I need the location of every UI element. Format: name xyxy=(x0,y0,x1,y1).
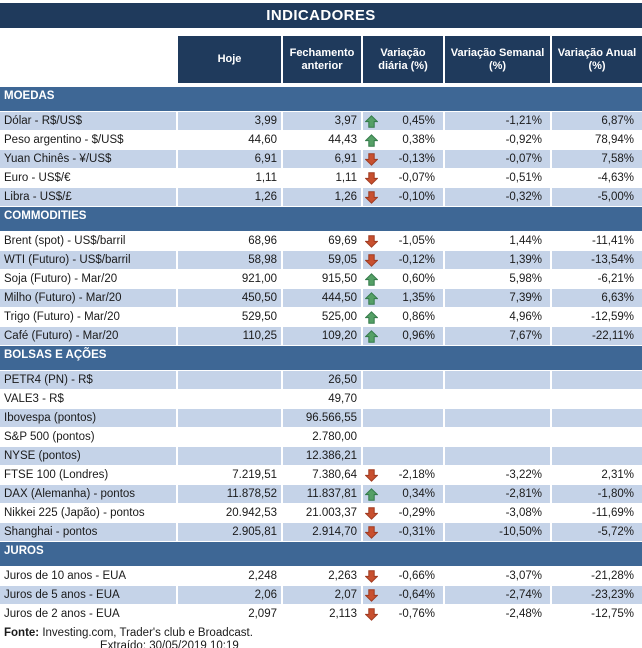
variacao-diaria-cell xyxy=(363,428,445,446)
column-header-variacao-anual: Variação Anual (%) xyxy=(552,36,642,83)
table-row xyxy=(0,567,642,586)
variacao-diaria-cell xyxy=(363,447,445,465)
variacao-anual-value: -11,41% xyxy=(592,235,634,247)
indicator-label: Shanghai - pontos xyxy=(0,523,178,541)
fechamento-anterior-value: 444,50 xyxy=(283,289,363,307)
hoje-value: 110,25 xyxy=(178,327,283,345)
variacao-semanal-value: 4,96% xyxy=(445,308,552,326)
table-row xyxy=(0,232,642,251)
hoje-value: 11.878,52 xyxy=(178,485,283,503)
variacao-semanal-value xyxy=(445,371,552,389)
fechamento-anterior-value: 109,20 xyxy=(283,327,363,345)
table-row xyxy=(0,428,642,447)
hoje-value: 7.219,51 xyxy=(178,466,283,484)
table-row xyxy=(0,289,642,308)
variacao-diaria-value: -0,29% xyxy=(398,507,435,519)
variacao-anual-value xyxy=(552,371,642,389)
variacao-diaria-cell xyxy=(363,605,445,623)
variacao-diaria-cell xyxy=(363,169,445,187)
section-header-commodities: COMMODITIES xyxy=(0,207,642,232)
variacao-diaria-cell xyxy=(363,270,445,288)
variacao-semanal-value: -0,51% xyxy=(445,169,552,187)
indicator-label: NYSE (pontos) xyxy=(0,447,178,465)
variacao-semanal-value: -2,74% xyxy=(445,586,552,604)
trend-arrow-down-icon xyxy=(365,254,379,267)
variacao-diaria-cell xyxy=(363,409,445,427)
variacao-semanal-value: -3,22% xyxy=(445,466,552,484)
fechamento-anterior-value: 1,26 xyxy=(283,188,363,206)
indicator-label: WTI (Futuro) - US$/barril xyxy=(0,251,178,269)
indicator-label: Soja (Futuro) - Mar/20 xyxy=(0,270,178,288)
variacao-diaria-value: -0,64% xyxy=(398,589,435,601)
section-header-juros: JUROS xyxy=(0,542,642,567)
variacao-diaria-value: 0,34% xyxy=(402,488,435,500)
variacao-diaria-value: 0,60% xyxy=(402,273,435,285)
fechamento-anterior-value: 11.837,81 xyxy=(283,485,363,503)
variacao-anual-value: -23,23% xyxy=(591,589,634,601)
variacao-anual-value: 2,31% xyxy=(601,469,634,481)
table-row xyxy=(0,308,642,327)
variacao-diaria-value: 0,45% xyxy=(402,115,435,127)
variacao-semanal-value: -2,48% xyxy=(445,605,552,623)
fechamento-anterior-value: 49,70 xyxy=(283,390,363,408)
indicator-label: Juros de 10 anos - EUA xyxy=(0,567,178,585)
hoje-value: 68,96 xyxy=(178,232,283,250)
hoje-value xyxy=(178,390,283,408)
fechamento-anterior-value: 26,50 xyxy=(283,371,363,389)
hoje-value: 20.942,53 xyxy=(178,504,283,522)
variacao-anual-value: -13,54% xyxy=(591,254,634,266)
variacao-diaria-value: -0,31% xyxy=(398,526,435,538)
variacao-diaria-cell xyxy=(363,466,445,484)
variacao-anual-value: -6,21% xyxy=(597,273,634,285)
fechamento-anterior-value: 2,263 xyxy=(283,567,363,585)
table-row xyxy=(0,131,642,150)
variacao-diaria-cell xyxy=(363,390,445,408)
column-header-fechamento-anterior: Fechamento anterior xyxy=(283,36,363,83)
trend-arrow-up-icon xyxy=(365,330,379,343)
hoje-value: 6,91 xyxy=(178,150,283,168)
table-row xyxy=(0,270,642,289)
fechamento-anterior-value: 21.003,37 xyxy=(283,504,363,522)
variacao-semanal-value: -0,32% xyxy=(445,188,552,206)
source-label: Fonte: xyxy=(4,627,40,639)
fechamento-anterior-value: 44,43 xyxy=(283,131,363,149)
trend-arrow-up-icon xyxy=(365,115,379,128)
variacao-diaria-cell xyxy=(363,327,445,345)
fechamento-anterior-value: 2,113 xyxy=(283,605,363,623)
variacao-semanal-value: -10,50% xyxy=(445,523,552,541)
indicator-label: Trigo (Futuro) - Mar/20 xyxy=(0,308,178,326)
table-row xyxy=(0,409,642,428)
indicator-label: Juros de 2 anos - EUA xyxy=(0,605,178,623)
table-row xyxy=(0,504,642,523)
variacao-anual-value: -22,11% xyxy=(592,330,634,342)
column-header-hoje: Hoje xyxy=(178,36,283,83)
variacao-semanal-value xyxy=(445,428,552,446)
variacao-diaria-value: 0,96% xyxy=(402,330,435,342)
variacao-anual-value: 6,63% xyxy=(601,292,634,304)
table-row xyxy=(0,605,642,624)
hoje-value: 1,26 xyxy=(178,188,283,206)
hoje-value xyxy=(178,409,283,427)
variacao-diaria-cell xyxy=(363,504,445,522)
table-row xyxy=(0,390,642,409)
indicator-label: Euro - US$/€ xyxy=(0,169,178,187)
variacao-diaria-cell xyxy=(363,485,445,503)
hoje-value xyxy=(178,447,283,465)
hoje-value: 450,50 xyxy=(178,289,283,307)
hoje-value: 2,097 xyxy=(178,605,283,623)
variacao-anual-value: -4,63% xyxy=(597,172,634,184)
hoje-value: 2,06 xyxy=(178,586,283,604)
trend-arrow-icon xyxy=(365,412,379,425)
indicator-label: FTSE 100 (Londres) xyxy=(0,466,178,484)
variacao-diaria-cell xyxy=(363,523,445,541)
table-row xyxy=(0,586,642,605)
variacao-semanal-value: -3,07% xyxy=(445,567,552,585)
indicator-label: Peso argentino - $/US$ xyxy=(0,131,178,149)
trend-arrow-icon xyxy=(365,374,379,387)
variacao-semanal-value: 7,39% xyxy=(445,289,552,307)
variacao-diaria-value: -0,13% xyxy=(398,153,435,165)
trend-arrow-down-icon xyxy=(365,608,379,621)
indicator-label: Libra - US$/£ xyxy=(0,188,178,206)
variacao-diaria-cell xyxy=(363,131,445,149)
indicator-label: Brent (spot) - US$/barril xyxy=(0,232,178,250)
variacao-diaria-cell xyxy=(363,586,445,604)
hoje-value: 2,248 xyxy=(178,567,283,585)
fechamento-anterior-value: 2,07 xyxy=(283,586,363,604)
table-row xyxy=(0,150,642,169)
fechamento-anterior-value: 96.566,55 xyxy=(283,409,363,427)
hoje-value: 529,50 xyxy=(178,308,283,326)
column-header-variacao-diaria: Variação diária (%) xyxy=(363,36,445,83)
variacao-diaria-cell xyxy=(363,289,445,307)
table-row xyxy=(0,485,642,504)
hoje-value: 3,99 xyxy=(178,112,283,130)
fechamento-anterior-value: 7.380,64 xyxy=(283,466,363,484)
fechamento-anterior-value: 6,91 xyxy=(283,150,363,168)
trend-arrow-icon xyxy=(365,450,379,463)
variacao-anual-value: -5,72% xyxy=(597,526,634,538)
indicator-label: S&P 500 (pontos) xyxy=(0,428,178,446)
trend-arrow-up-icon xyxy=(365,134,379,147)
table-row xyxy=(0,447,642,466)
variacao-diaria-value: -0,66% xyxy=(398,570,435,582)
variacao-anual-value: 78,94% xyxy=(594,134,634,146)
indicator-label: Nikkei 225 (Japão) - pontos xyxy=(0,504,178,522)
table-body xyxy=(0,87,642,624)
fechamento-anterior-value: 12.386,21 xyxy=(283,447,363,465)
variacao-anual-value: -12,59% xyxy=(591,311,634,323)
hoje-value: 2.905,81 xyxy=(178,523,283,541)
trend-arrow-down-icon xyxy=(365,526,379,539)
indicator-label: Yuan Chinês - ¥/US$ xyxy=(0,150,178,168)
indicator-label: Juros de 5 anos - EUA xyxy=(0,586,178,604)
indicator-label: VALE3 - R$ xyxy=(0,390,178,408)
trend-arrow-down-icon xyxy=(365,235,379,248)
indicator-label: Dólar - R$/US$ xyxy=(0,112,178,130)
variacao-anual-value xyxy=(552,390,642,408)
variacao-anual-value: 6,87% xyxy=(601,115,634,127)
table-row xyxy=(0,169,642,188)
variacao-diaria-value: -0,12% xyxy=(398,254,435,266)
variacao-anual-value: -12,75% xyxy=(591,608,634,620)
column-header-variacao-semanal: Variação Semanal (%) xyxy=(445,36,552,83)
column-header-row xyxy=(0,36,642,83)
hoje-value xyxy=(178,428,283,446)
variacao-semanal-value: -3,08% xyxy=(445,504,552,522)
header-spacer xyxy=(0,36,178,83)
variacao-diaria-value: -0,10% xyxy=(398,191,435,203)
variacao-diaria-cell xyxy=(363,251,445,269)
variacao-diaria-value: -2,18% xyxy=(398,469,435,481)
fechamento-anterior-value: 2.780,00 xyxy=(283,428,363,446)
table-row xyxy=(0,371,642,390)
variacao-semanal-value: -2,81% xyxy=(445,485,552,503)
fechamento-anterior-value: 915,50 xyxy=(283,270,363,288)
trend-arrow-icon xyxy=(365,431,379,444)
indicator-label: Café (Futuro) - Mar/20 xyxy=(0,327,178,345)
variacao-semanal-value xyxy=(445,409,552,427)
fechamento-anterior-value: 59,05 xyxy=(283,251,363,269)
table-row xyxy=(0,523,642,542)
variacao-semanal-value: -0,92% xyxy=(445,131,552,149)
fechamento-anterior-value: 69,69 xyxy=(283,232,363,250)
source-line xyxy=(0,627,642,639)
table-row xyxy=(0,466,642,485)
variacao-anual-value: -21,28% xyxy=(591,570,634,582)
section-header-moedas: MOEDAS xyxy=(0,87,642,112)
source-text: Investing.com, Trader's club e Broadcast. xyxy=(39,627,253,639)
table-row xyxy=(0,112,642,131)
fechamento-anterior-value: 525,00 xyxy=(283,308,363,326)
variacao-anual-value: -11,69% xyxy=(592,507,634,519)
indicator-label: DAX (Alemanha) - pontos xyxy=(0,485,178,503)
fechamento-anterior-value: 3,97 xyxy=(283,112,363,130)
trend-arrow-down-icon xyxy=(365,153,379,166)
variacao-diaria-value: 1,35% xyxy=(402,292,435,304)
variacao-semanal-value: 1,44% xyxy=(445,232,552,250)
report-footer xyxy=(0,627,642,648)
indicator-label: Ibovespa (pontos) xyxy=(0,409,178,427)
variacao-diaria-cell xyxy=(363,232,445,250)
trend-arrow-up-icon xyxy=(365,292,379,305)
variacao-diaria-cell xyxy=(363,308,445,326)
variacao-diaria-cell xyxy=(363,567,445,585)
variacao-anual-value xyxy=(552,409,642,427)
hoje-value: 44,60 xyxy=(178,131,283,149)
variacao-diaria-cell xyxy=(363,188,445,206)
table-row xyxy=(0,251,642,270)
variacao-semanal-value xyxy=(445,390,552,408)
trend-arrow-up-icon xyxy=(365,273,379,286)
fechamento-anterior-value: 1,11 xyxy=(283,169,363,187)
variacao-semanal-value: -1,21% xyxy=(445,112,552,130)
variacao-diaria-cell xyxy=(363,371,445,389)
variacao-diaria-value: -0,07% xyxy=(398,172,435,184)
variacao-anual-value xyxy=(552,428,642,446)
trend-arrow-down-icon xyxy=(365,507,379,520)
variacao-semanal-value: 1,39% xyxy=(445,251,552,269)
variacao-diaria-value: 0,38% xyxy=(402,134,435,146)
section-header-bolsas-e-a-es: BOLSAS E AÇÕES xyxy=(0,346,642,371)
extraction-timestamp: Extraído: 30/05/2019 10:19 xyxy=(100,640,239,648)
trend-arrow-icon xyxy=(365,393,379,406)
variacao-diaria-value: -0,76% xyxy=(398,608,435,620)
indicator-label: Milho (Futuro) - Mar/20 xyxy=(0,289,178,307)
hoje-value: 1,11 xyxy=(178,169,283,187)
trend-arrow-down-icon xyxy=(365,469,379,482)
variacao-diaria-cell xyxy=(363,112,445,130)
fechamento-anterior-value: 2.914,70 xyxy=(283,523,363,541)
table-row xyxy=(0,188,642,207)
trend-arrow-down-icon xyxy=(365,570,379,583)
table-row xyxy=(0,327,642,346)
variacao-semanal-value: 5,98% xyxy=(445,270,552,288)
variacao-semanal-value: 7,67% xyxy=(445,327,552,345)
variacao-anual-value: -1,80% xyxy=(597,488,634,500)
trend-arrow-up-icon xyxy=(365,311,379,324)
trend-arrow-down-icon xyxy=(365,172,379,185)
indicator-label: PETR4 (PN) - R$ xyxy=(0,371,178,389)
variacao-semanal-value xyxy=(445,447,552,465)
variacao-diaria-cell xyxy=(363,150,445,168)
variacao-anual-value xyxy=(552,447,642,465)
trend-arrow-down-icon xyxy=(365,191,379,204)
variacao-diaria-value: -1,05% xyxy=(398,235,435,247)
hoje-value: 921,00 xyxy=(178,270,283,288)
hoje-value: 58,98 xyxy=(178,251,283,269)
trend-arrow-up-icon xyxy=(365,488,379,501)
report-title: INDICADORES xyxy=(0,3,642,28)
trend-arrow-down-icon xyxy=(365,589,379,602)
hoje-value xyxy=(178,371,283,389)
variacao-anual-value: 7,58% xyxy=(601,153,634,165)
variacao-semanal-value: -0,07% xyxy=(445,150,552,168)
variacao-diaria-value: 0,86% xyxy=(402,311,435,323)
variacao-anual-value: -5,00% xyxy=(597,191,634,203)
